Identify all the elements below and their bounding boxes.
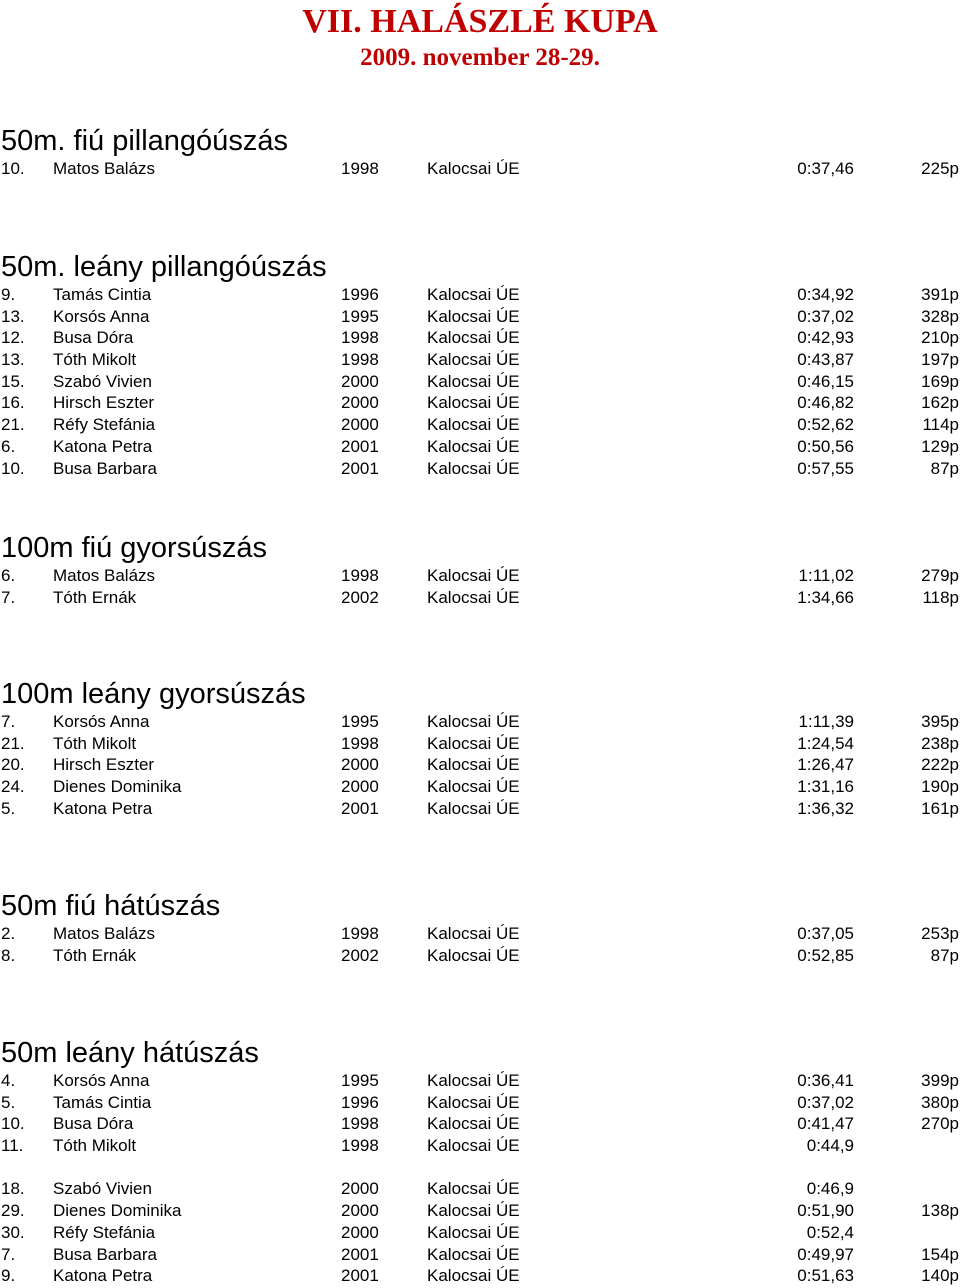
swimmer-name: Katona Petra: [53, 798, 153, 818]
result-place: 2.: [1, 924, 16, 943]
result-time: 1:11,02: [798, 566, 854, 585]
section-title: 100m fiú gyorsúszás: [1, 532, 267, 564]
birth-year: 2001: [341, 798, 379, 818]
result-points: 253p: [921, 924, 959, 943]
result-place: 7.: [1, 1244, 16, 1264]
birth-year: 1998: [341, 924, 379, 943]
swimmer-name: Korsós Anna: [53, 712, 150, 731]
result-time: 0:37,02: [797, 306, 854, 326]
result-time: 1:24,54: [797, 733, 854, 753]
swimmer-name: Tóth Mikolt: [53, 350, 137, 370]
club-name: Kalocsai ÚE: [427, 945, 520, 965]
swimmer-name: Tamás Cintia: [53, 285, 152, 304]
section-title: 50m. leány pillangóúszás: [1, 251, 327, 283]
club-name: Kalocsai ÚE: [427, 415, 520, 435]
result-time: 0:37,05: [797, 924, 854, 943]
club-name: Kalocsai ÚE: [427, 285, 520, 304]
result-place: 13.: [1, 350, 25, 370]
result-row: [0, 327, 960, 349]
result-row: [0, 945, 960, 967]
result-place: 9.: [1, 1266, 16, 1286]
swimmer-name: Katona Petra: [53, 436, 153, 456]
club-name: Kalocsai ÚE: [427, 733, 520, 753]
result-row: [0, 1222, 960, 1244]
result-place: 5.: [1, 1092, 16, 1112]
club-name: Kalocsai ÚE: [427, 1201, 520, 1221]
birth-year: 1998: [341, 328, 379, 348]
birth-year: 2001: [341, 1266, 379, 1286]
birth-year: 1995: [341, 306, 379, 326]
result-time: 0:43,87: [797, 350, 854, 370]
birth-year: 1996: [341, 1092, 379, 1112]
result-time: 0:46,9: [806, 1179, 854, 1199]
result-points: 162p: [921, 393, 959, 413]
result-row: [0, 1092, 960, 1114]
swimmer-name: Hirsch Eszter: [53, 393, 155, 413]
result-place: 6.: [1, 566, 16, 585]
result-points: 118p: [922, 587, 959, 607]
section-title: 50m fiú hátúszás: [1, 890, 221, 922]
section-title: 50m. fiú pillangóúszás: [1, 125, 288, 157]
club-name: Kalocsai ÚE: [427, 566, 520, 585]
result-points: 391p: [921, 285, 959, 304]
result-time: 0:46,82: [797, 393, 854, 413]
result-place: 12.: [1, 328, 25, 348]
result-points: 395p: [921, 712, 959, 731]
club-name: Kalocsai ÚE: [427, 328, 520, 348]
swimmer-name: Tamás Cintia: [53, 1092, 152, 1112]
result-time: 0:34,92: [797, 285, 854, 304]
result-row: [0, 158, 960, 180]
swimmer-name: Szabó Vivien: [53, 1179, 152, 1199]
result-row: [0, 754, 960, 776]
result-time: 0:36,41: [797, 1071, 854, 1090]
result-place: 29.: [1, 1201, 25, 1221]
swimmer-name: Busa Dóra: [53, 328, 134, 348]
result-points: 222p: [921, 755, 959, 775]
section-50m-girls-backstroke: [0, 1036, 960, 1287]
section-50m-boys-butterfly: [0, 124, 960, 180]
section-50m-girls-butterfly: [0, 250, 960, 479]
result-points: 380p: [921, 1092, 959, 1112]
result-row: [0, 284, 960, 306]
birth-year: 1998: [341, 733, 379, 753]
swimmer-name: Hirsch Eszter: [53, 755, 155, 775]
section-title: 50m leány hátúszás: [1, 1037, 259, 1069]
birth-year: 1998: [341, 566, 379, 585]
club-name: Kalocsai ÚE: [427, 1244, 520, 1264]
result-row: [0, 1070, 960, 1092]
result-time: 0:52,85: [797, 945, 854, 965]
club-name: Kalocsai ÚE: [427, 436, 520, 456]
swimmer-name: Dienes Dominika: [53, 777, 182, 797]
result-place: 7.: [1, 587, 16, 607]
club-name: Kalocsai ÚE: [427, 393, 520, 413]
swimmer-name: Réfy Stefánia: [53, 415, 156, 435]
result-row: [0, 923, 960, 945]
result-time: 0:52,62: [797, 415, 854, 435]
result-points: 190p: [921, 777, 959, 797]
result-points: 87p: [930, 945, 959, 965]
result-time: 0:37,02: [797, 1092, 854, 1112]
result-time: 0:46,15: [797, 371, 854, 391]
page-subtitle: 2009. november 28-29.: [360, 44, 600, 71]
swimmer-name: Tóth Ernák: [53, 945, 137, 965]
club-name: Kalocsai ÚE: [427, 306, 520, 326]
club-name: Kalocsai ÚE: [427, 1222, 520, 1242]
result-row: [0, 436, 960, 458]
result-place: 21.: [1, 415, 25, 435]
result-points: 114p: [922, 415, 959, 435]
result-time: 0:42,93: [797, 328, 854, 348]
swimmer-name: Tóth Mikolt: [53, 1136, 137, 1156]
result-place: 10.: [1, 159, 25, 178]
page-title: VII. HALÁSZLÉ KUPA: [302, 3, 658, 40]
birth-year: 1995: [341, 1071, 379, 1090]
result-points: 270p: [921, 1114, 959, 1134]
result-points: 238p: [921, 733, 959, 753]
result-place: 7.: [1, 712, 16, 731]
birth-year: 2000: [341, 1179, 379, 1199]
result-row: [0, 1265, 960, 1287]
result-time: 0:44,9: [806, 1136, 854, 1156]
section-title: 100m leány gyorsúszás: [1, 678, 306, 710]
result-place: 10.: [1, 458, 25, 478]
club-name: Kalocsai ÚE: [427, 371, 520, 391]
result-place: 9.: [1, 285, 16, 304]
birth-year: 1998: [341, 350, 379, 370]
result-time: 0:50,56: [797, 436, 854, 456]
result-place: 5.: [1, 798, 16, 818]
result-time: 0:37,46: [797, 159, 854, 178]
result-row: [0, 1244, 960, 1266]
swimmer-name: Matos Balázs: [53, 566, 156, 585]
result-time: 1:11,39: [798, 712, 854, 731]
result-place: 18.: [1, 1179, 25, 1199]
result-row: [0, 733, 960, 755]
result-time: 1:26,47: [797, 755, 854, 775]
result-place: 10.: [1, 1114, 25, 1134]
result-place: 24.: [1, 777, 25, 797]
birth-year: 2002: [341, 587, 379, 607]
club-name: Kalocsai ÚE: [427, 1136, 520, 1156]
result-row: [0, 371, 960, 393]
result-row: [0, 414, 960, 436]
birth-year: 1998: [341, 159, 379, 178]
result-points: 154p: [921, 1244, 959, 1264]
swimmer-name: Matos Balázs: [53, 159, 156, 178]
birth-year: 2000: [341, 1222, 379, 1242]
result-time: 0:49,97: [797, 1244, 854, 1264]
swimmer-name: Busa Barbara: [53, 458, 157, 478]
result-place: 6.: [1, 436, 16, 456]
result-place: 13.: [1, 306, 25, 326]
result-row: [0, 392, 960, 414]
result-time: 0:52,4: [806, 1222, 854, 1242]
section-50m-boys-backstroke: [0, 889, 960, 966]
section-100m-boys-freestyle: [0, 531, 960, 608]
swimmer-name: Korsós Anna: [53, 1071, 150, 1090]
result-points: 138p: [921, 1201, 959, 1221]
swimmer-name: Tóth Mikolt: [53, 733, 137, 753]
club-name: Kalocsai ÚE: [427, 1092, 520, 1112]
club-name: Kalocsai ÚE: [427, 1071, 520, 1090]
result-place: 30.: [1, 1222, 25, 1242]
result-time: 0:51,63: [797, 1266, 854, 1286]
result-row: [0, 1178, 960, 1200]
result-points: 129p: [921, 436, 959, 456]
result-place: 15.: [1, 371, 25, 391]
swimmer-name: Dienes Dominika: [53, 1201, 182, 1221]
club-name: Kalocsai ÚE: [427, 1114, 520, 1134]
swimmer-name: Busa Barbara: [53, 1244, 157, 1264]
result-place: 11.: [1, 1136, 24, 1156]
birth-year: 1998: [341, 1114, 379, 1134]
result-row: [0, 798, 960, 820]
result-points: 169p: [921, 371, 959, 391]
result-points: 197p: [921, 350, 959, 370]
swimmer-name: Réfy Stefánia: [53, 1222, 156, 1242]
result-points: 87p: [930, 458, 959, 478]
result-row: [0, 1135, 960, 1157]
birth-year: 2002: [341, 945, 379, 965]
birth-year: 2001: [341, 1244, 379, 1264]
swimmer-name: Tóth Ernák: [53, 587, 137, 607]
result-points: 328p: [921, 306, 959, 326]
result-row: [0, 587, 960, 609]
result-points: 225p: [921, 159, 959, 178]
club-name: Kalocsai ÚE: [427, 587, 520, 607]
club-name: Kalocsai ÚE: [427, 924, 520, 943]
swimmer-name: Korsós Anna: [53, 306, 150, 326]
result-place: 4.: [1, 1071, 16, 1090]
result-points: 399p: [921, 1071, 959, 1090]
result-time: 0:41,47: [797, 1114, 854, 1134]
club-name: Kalocsai ÚE: [427, 1266, 520, 1286]
result-points: 210p: [921, 328, 959, 348]
birth-year: 1995: [341, 712, 379, 731]
result-time: 0:51,90: [797, 1201, 854, 1221]
birth-year: 2001: [341, 458, 379, 478]
result-row: [0, 349, 960, 371]
swimmer-name: Katona Petra: [53, 1266, 153, 1286]
result-row: [0, 1200, 960, 1222]
result-row: [0, 458, 960, 480]
result-row: [0, 1113, 960, 1135]
birth-year: 2001: [341, 436, 379, 456]
section-100m-girls-freestyle: [0, 677, 960, 819]
swimmer-name: Busa Dóra: [53, 1114, 134, 1134]
club-name: Kalocsai ÚE: [427, 798, 520, 818]
birth-year: 1998: [341, 1136, 379, 1156]
swimmer-name: Szabó Vivien: [53, 371, 152, 391]
club-name: Kalocsai ÚE: [427, 1179, 520, 1199]
result-row: [0, 306, 960, 328]
birth-year: 2000: [341, 415, 379, 435]
result-points: 279p: [921, 566, 959, 585]
result-time: 0:57,55: [797, 458, 854, 478]
birth-year: 2000: [341, 371, 379, 391]
birth-year: 2000: [341, 1201, 379, 1221]
birth-year: 2000: [341, 777, 379, 797]
result-row: [0, 565, 960, 587]
club-name: Kalocsai ÚE: [427, 755, 520, 775]
club-name: Kalocsai ÚE: [427, 159, 520, 178]
result-place: 20.: [1, 755, 25, 775]
club-name: Kalocsai ÚE: [427, 350, 520, 370]
birth-year: 1996: [341, 285, 379, 304]
result-time: 1:36,32: [797, 798, 854, 818]
result-time: 1:34,66: [797, 587, 854, 607]
result-place: 8.: [1, 945, 16, 965]
result-row: [0, 776, 960, 798]
result-row: [0, 711, 960, 733]
result-points: 140p: [921, 1266, 959, 1286]
birth-year: 2000: [341, 755, 379, 775]
club-name: Kalocsai ÚE: [427, 777, 520, 797]
club-name: Kalocsai ÚE: [427, 712, 520, 731]
club-name: Kalocsai ÚE: [427, 458, 520, 478]
result-place: 21.: [1, 733, 25, 753]
result-points: 161p: [921, 798, 959, 818]
result-time: 1:31,16: [797, 777, 854, 797]
result-place: 16.: [1, 393, 25, 413]
birth-year: 2000: [341, 393, 379, 413]
swimmer-name: Matos Balázs: [53, 924, 156, 943]
